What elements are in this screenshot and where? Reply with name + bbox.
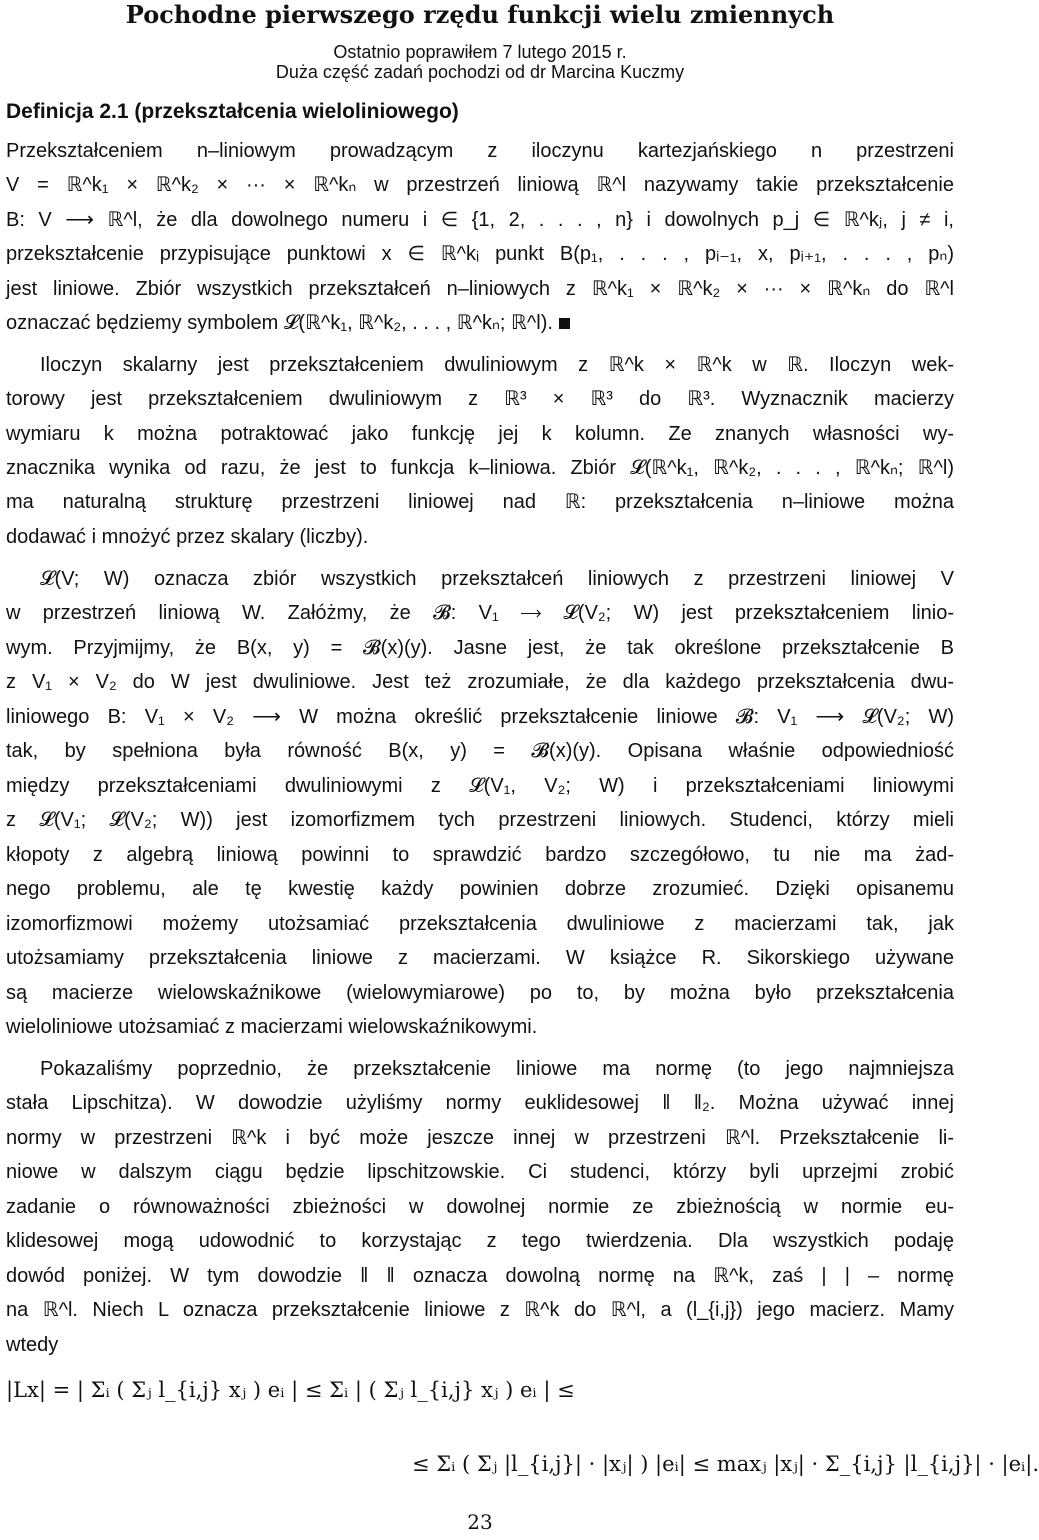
paragraph-line: niowe w dalszym ciągu będzie lipschitzowskie. Ci studenci, którzy byli uprzejmi zrobić: [6, 1161, 954, 1183]
paragraph-line: normy w przestrzeni ℝ^k i być może jeszcze innej w przestrzeni ℝ^l. Przekształcenie li-: [6, 1127, 954, 1149]
paragraph-line: ma naturalną strukturę przestrzeni liniowej nad ℝ: przekształcenia n–liniowe można: [6, 491, 954, 513]
definition-heading: Definicja 2.1 (przekształcenia wieloliniowego): [6, 100, 459, 123]
definition-line: B: V ⟶ ℝ^l, że dla dowolnego numeru i ∈ {1, 2, . . . , n} i dowolnych p_j ∈ ℝ^kⱼ, j ≠ i,: [6, 209, 954, 231]
paragraph-line: liniowego B: V₁ × V₂ ⟶ W można określić przekształcenie liniowe 𝓑: V₁ ⟶ 𝓛(V₂; W): [6, 706, 954, 728]
page-number: 23: [467, 1510, 493, 1534]
paragraph-line: 𝓛(V; W) oznacza zbiór wszystkich przekształceń liniowych z przestrzeni liniowej V: [40, 568, 954, 590]
paragraph-line: znacznika wynika od razu, że jest to funkcja k–liniowa. Zbiór 𝓛(ℝ^k₁, ℝ^k₂, . . . , ℝ^kₙ; ℝ^l): [6, 457, 954, 479]
paragraph-line: Pokazaliśmy poprzednio, że przekształcenie liniowe ma normę (to jego najmniejsza: [40, 1058, 954, 1080]
definition-line: Przekształceniem n–liniowym prowadzącym z iloczynu kartezjańskiego n przestrzeni: [6, 140, 954, 162]
document-title: Pochodne pierwszego rzędu funkcji wielu zmiennych: [125, 0, 835, 29]
paragraph-line: stała Lipschitza). W dowodzie użyliśmy normy euklidesowej ‖ ‖₂. Można używać innej: [6, 1092, 954, 1114]
definition-line: jest liniowe. Zbiór wszystkich przekształceń n–liniowych z ℝ^k₁ × ℝ^k₂ × ··· × ℝ^kₙ do ℝ^l: [6, 278, 954, 300]
paragraph-line: z 𝓛(V₁; 𝓛(V₂; W)) jest izomorfizmem tych przestrzeni liniowych. Studenci, którzy mieli: [6, 809, 954, 831]
paragraph-line: kłopoty z algebrą liniową powinni to sprawdzić bardzo szczegółowo, tu nie ma żad-: [6, 844, 954, 866]
equation-line-1: |Lx| = | Σᵢ ( Σⱼ l_{i,j} xⱼ ) eᵢ | ≤ Σᵢ | ( Σⱼ l_{i,j} xⱼ ) eᵢ | ≤: [6, 1378, 575, 1402]
equation-line-2: ≤ Σᵢ ( Σⱼ |l_{i,j}| · |xⱼ| ) |eᵢ| ≤ maxⱼ |xⱼ| · Σ_{i,j} |l_{i,j}| · |eᵢ|.: [412, 1452, 1039, 1476]
paragraph-line: z V₁ × V₂ do W jest dwuliniowe. Jest też zrozumiałe, że dla każdego przekształcenia dwu-: [6, 671, 954, 693]
paragraph-line: wieloliniowe utożsamiać z macierzami wielowskaźnikowymi.: [6, 1016, 538, 1038]
definition-line-last: oznaczać będziemy symbolem 𝓛(ℝ^k₁, ℝ^k₂, . . . , ℝ^kₙ; ℝ^l).: [6, 310, 954, 336]
paragraph-line: dodawać i mnożyć przez skalary (liczby).: [6, 526, 369, 548]
revision-note: Ostatnio poprawiłem 7 lutego 2015 r.: [333, 42, 627, 62]
paragraph-line: dowód poniżej. W tym dowodzie ‖ ‖ oznacza dowolną normę na ℝ^k, zaś | | – normę: [6, 1265, 954, 1287]
paragraph-line: między przekształceniami dwuliniowymi z 𝓛(V₁, V₂; W) i przekształceniami liniowymi: [6, 775, 954, 797]
paragraph-line: nego problemu, ale tę kwestię każdy powinien dobrze zrozumieć. Dzięki opisanemu: [6, 878, 954, 900]
paragraph-line: wtedy: [6, 1334, 59, 1356]
paragraph-line: na ℝ^l. Niech L oznacza przekształcenie liniowe z ℝ^k do ℝ^l, a (l_{i,j}) jego macierz. Mamy: [6, 1299, 954, 1321]
paragraph-line: wymiaru k można potraktować jako funkcję jej k kolumn. Ze znanych własności wy-: [6, 423, 954, 445]
source-note: Duża część zadań pochodzi od dr Marcina Kuczmy: [275, 62, 685, 82]
paragraph-line: klidesowej mogą udowodnić to korzystając z tego twierdzenia. Dla wszystkich podaję: [6, 1230, 954, 1252]
paragraph-line: utożsamiamy przekształcenia liniowe z macierzami. W książce R. Sikorskiego używane: [6, 947, 954, 969]
definition-line: przekształcenie przypisujące punktowi x ∈ ℝ^kᵢ punkt B(p₁, . . . , pᵢ₋₁, x, pᵢ₊₁, . . . , pₙ): [6, 243, 954, 265]
paragraph-line: w przestrzeń liniową W. Załóżmy, że 𝓑: V₁ ⟶ 𝓛(V₂; W) jest przekształceniem linio-: [6, 602, 954, 624]
paragraph-line: wym. Przyjmijmy, że B(x, y) = 𝓑(x)(y). Jasne jest, że tak określone przekształcenie B: [6, 637, 954, 659]
paragraph-line: izomorfizmowi możemy utożsamiać przekształcenia dwuliniowe z macierzami tak, jak: [6, 913, 954, 935]
paragraph-line: Iloczyn skalarny jest przekształceniem dwuliniowym z ℝ^k × ℝ^k w ℝ. Iloczyn wek-: [40, 354, 954, 376]
paragraph-line: zadanie o równoważności zbieżności w dowolnej normie ze zbieżnością w normie eu-: [6, 1196, 954, 1218]
definition-line: V = ℝ^k₁ × ℝ^k₂ × ··· × ℝ^kₙ w przestrzeń liniową ℝ^l nazywamy takie przekształcenie: [6, 174, 954, 196]
paragraph-line: tak, by spełniona była równość B(x, y) = 𝓑(x)(y). Opisana właśnie odpowiedniość: [6, 740, 954, 762]
paragraph-line: są macierze wielowskaźnikowe (wielowymiarowe) po to, by można było przekształcenia: [6, 982, 954, 1004]
paragraph-line: torowy jest przekształceniem dwuliniowym z ℝ³ × ℝ³ do ℝ³. Wyznacznik macierzy: [6, 388, 954, 410]
qed-square-icon: [559, 318, 570, 329]
